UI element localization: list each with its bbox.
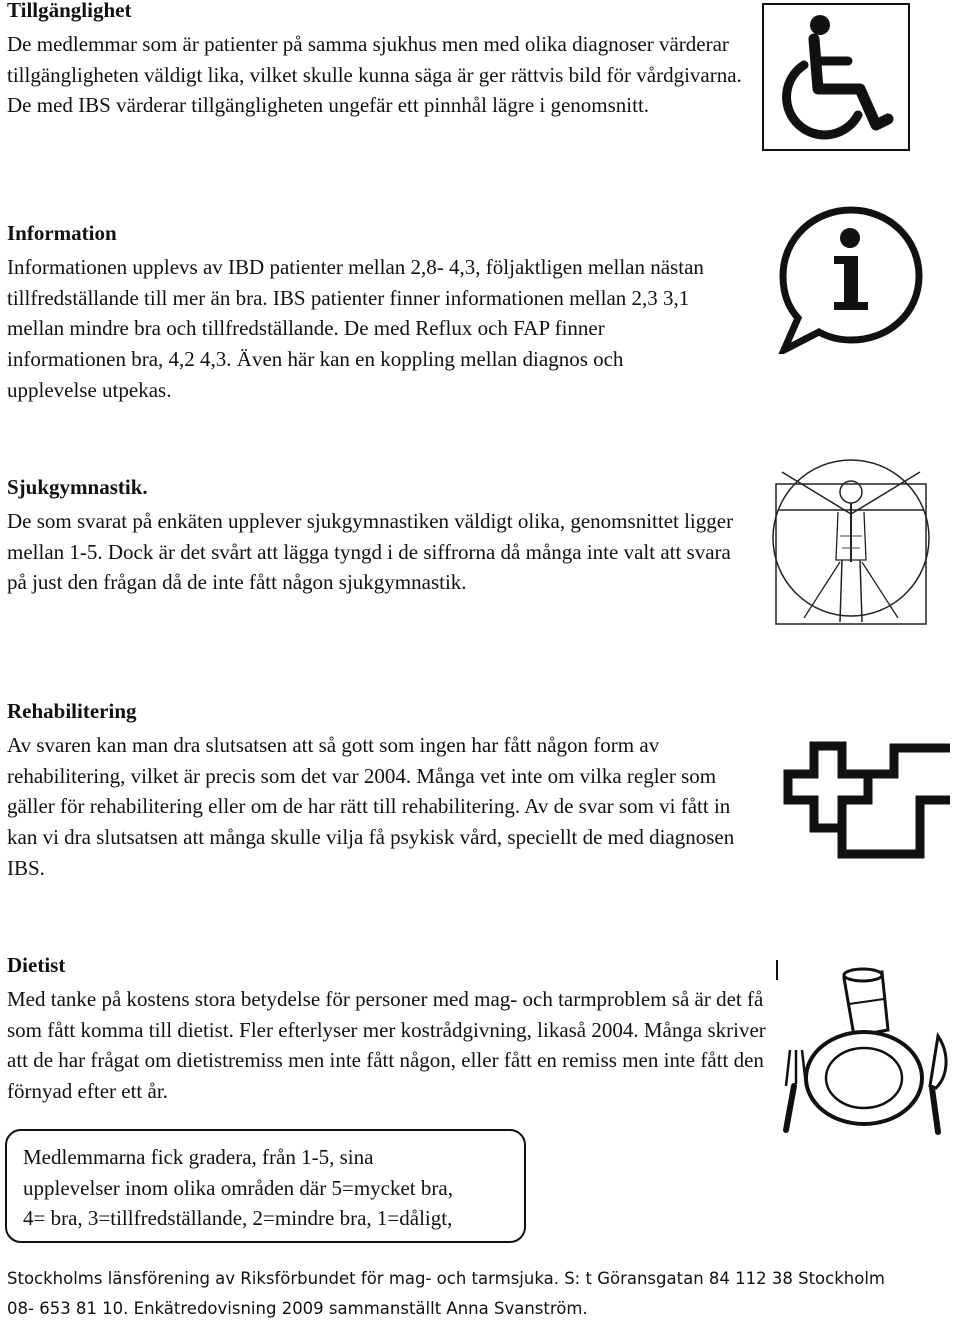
heading-information: Information	[7, 221, 117, 245]
body-tillganglighet: De medlemmar som är patienter på samma sjukhus men med olika diagnoser värderar tillgängligheten väldigt lika, vilket skulle kunna säga är ger rättvis bild för vårdgivarna. De med IBS värderar tillgängligheten ungefär ett pinnhål lägre i genomsnitt.	[7, 32, 742, 118]
plate-cutlery-glass-icon	[772, 958, 956, 1136]
section-sjukgymnastik	[7, 475, 747, 598]
footer-line-1: Stockholms länsförening av Riksförbundet för mag- och tarmsjuka. S: t Göransgatan 84 112 38 Stockholm	[7, 1269, 885, 1288]
body-dietist: Med tanke på kostens stora betydelse för personer med mag- och tarmproblem så är det få som fått komma till dietist. Fler efterlyser mer kostrådgivning, likaså 2004. Många skriver att de har frågat om dietistremiss men inte fått någon, eller fått en remiss men inte fått den förnyad efter ett år.	[7, 987, 766, 1104]
note-line-3: 4= bra, 3=tillfredställande, 2=mindre bra, 1=dåligt,	[23, 1206, 453, 1230]
body-information: Informationen upplevs av IBD patienter mellan 2,8- 4,3, följaktligen mellan nästan tillfredställande till mer än bra. IBS patienter finner informationen mellan 2,3 3,1 mellan mindre bra och tillfredställande. De med Reflux och FAP finner informationen bra, 4,2 4,3. Även här kan en koppling mellan diagnos och upplevelse utpekas.	[7, 255, 704, 402]
info-speech-bubble-icon	[776, 204, 926, 354]
wheelchair-icon	[762, 3, 910, 151]
heading-sjukgymnastik: Sjukgymnastik.	[7, 475, 148, 499]
body-sjukgymnastik: De som svarat på enkäten upplever sjukgymnastiken väldigt olika, genomsnittet ligger mellan 1-5. Dock är det svårt att lägga tyngd i de siffrorna då många inte valt att svara på just den frågan då de inte fått någon sjukgymnastik.	[7, 509, 734, 595]
section-tillganglighet	[7, 0, 752, 121]
section-dietist	[7, 953, 767, 1107]
vitruvian-man-icon	[770, 452, 932, 627]
cross-stairs-icon	[782, 740, 954, 860]
footer-line-2: 08- 653 81 10. Enkätredovisning 2009 sammanställt Anna Svanström.	[7, 1299, 588, 1318]
heading-rehabilitering: Rehabilitering	[7, 699, 137, 723]
page-footer	[7, 1264, 952, 1324]
heading-dietist: Dietist	[7, 953, 66, 977]
body-rehabilitering: Av svaren kan man dra slutsatsen att så gott som ingen har fått någon form av rehabilitering, vilket är precis som det var 2004. Många vet inte om vilka regler som gäller för rehabilitering eller om de har rätt till rehabilitering. Av de svar som vi fått in kan vi dra slutsatsen att många skulle vilja få psykisk vård, speciellt de med diagnosen IBS.	[7, 733, 735, 880]
heading-tillganglighet: Tillgänglighet	[7, 0, 132, 22]
note-line-2: upplevelser inom olika områden där 5=mycket bra,	[23, 1175, 453, 1200]
section-information	[7, 221, 717, 406]
section-rehabilitering	[7, 699, 762, 884]
note-line-1: Medlemmarna fick gradera, från 1-5, sina	[23, 1145, 374, 1169]
rating-scale-note	[5, 1129, 526, 1243]
